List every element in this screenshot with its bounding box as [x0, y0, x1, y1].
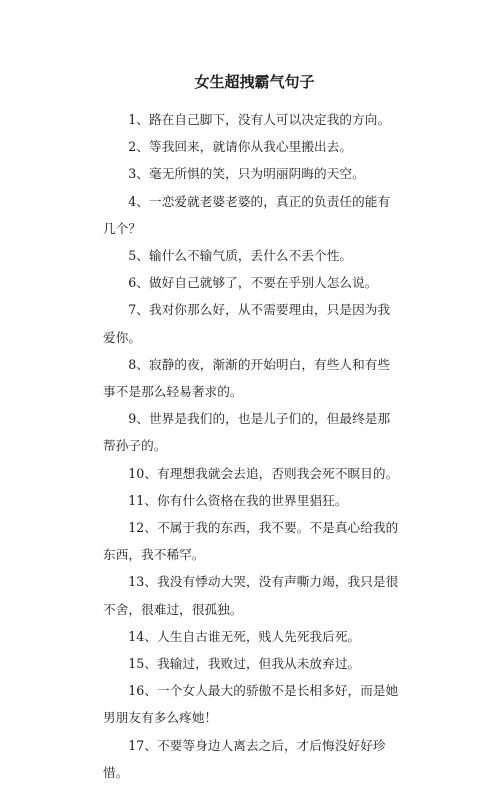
paragraph: 9、世界是我们的，也是儿子们的，但最终是那帮孙子的。 — [103, 411, 391, 454]
paragraph: 16、一个女人最大的骄傲不是长相多好，而是她男朋友有多么疼她！ — [103, 683, 399, 726]
document-title: 女生超拽霸气句子 — [194, 73, 315, 91]
paragraph: 1、路在自己脚下，没有人可以决定我的方向。 — [128, 112, 391, 127]
paragraph: 14、人生自古谁无死，贱人先死我后死。 — [128, 628, 361, 644]
paragraph: 3、毫无所惧的笑，只为明丽阴晦的天空。 — [128, 166, 365, 182]
paragraph: 12、不属于我的东西，我不要。不是真心给我的东西，我不稀罕。 — [103, 520, 399, 563]
paragraph: 13、我没有悸动大哭，没有声嘶力竭，我只是很不舍，很难过，很孤独。 — [103, 574, 399, 617]
paragraph: 6、做好自己就够了，不要在乎别人怎么说。 — [128, 275, 378, 291]
paragraph: 7、我对你那么好，从不需要理由，只是因为我爱你。 — [103, 302, 391, 345]
paragraph: 17、不要等身边人离去之后，才后悔没好好珍惜。 — [103, 737, 386, 780]
paragraph: 4、一恋爱就老婆老婆的，真正的负责任的能有几个？ — [103, 193, 391, 236]
paragraph: 5、输什么不输气质，丢什么不丢个性。 — [128, 248, 353, 264]
paragraph: 8、寂静的夜，渐渐的开始明白，有些人和有些事不是那么轻易奢求的。 — [103, 356, 391, 400]
paragraph: 11、你有什么资格在我的世界里猖狂。 — [128, 492, 348, 508]
paragraph-list — [103, 106, 402, 786]
paragraph: 10、有理想我就会去追，否则我会死不瞑目的。 — [128, 465, 399, 481]
paragraph: 15、我输过，我败过，但我从未放弃过。 — [128, 656, 361, 672]
paragraph: 2、等我回来，就请你从我心里搬出去。 — [128, 139, 353, 155]
